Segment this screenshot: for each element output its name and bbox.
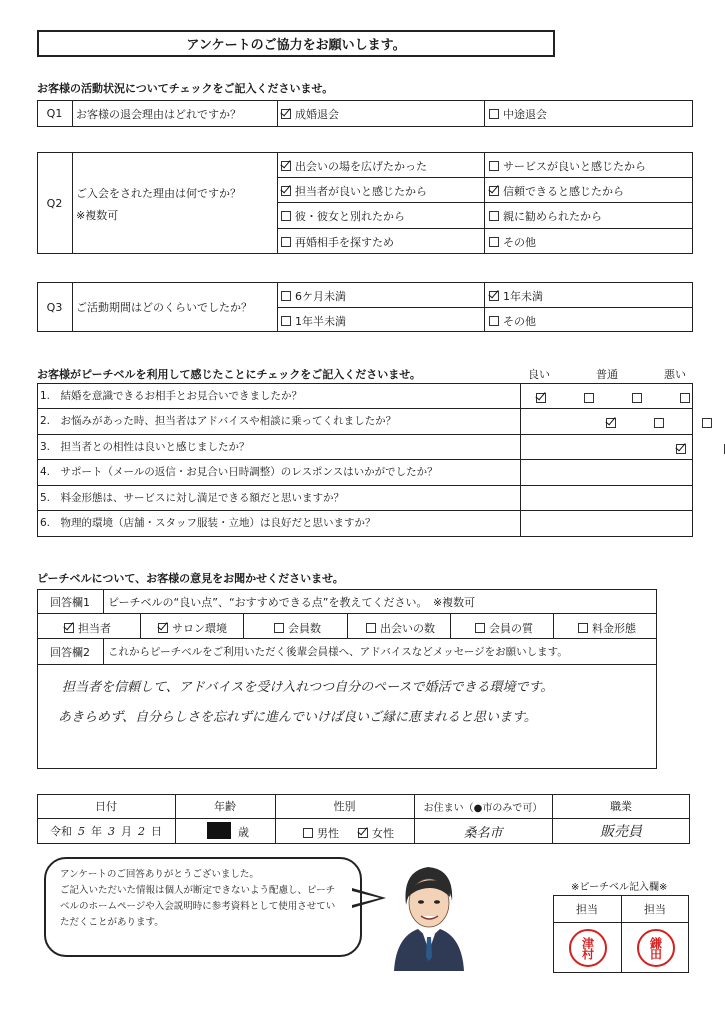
- q3-question: ご活動期間はどのくらいでしたか？: [76, 301, 252, 314]
- staff-illustration: [388, 853, 468, 971]
- checkbox-icon[interactable]: [358, 828, 368, 838]
- checkbox-icon[interactable]: [158, 623, 168, 633]
- job-value[interactable]: 販売員: [600, 824, 642, 840]
- rating-checkbox[interactable]: [632, 393, 642, 403]
- header-date: 日付: [95, 800, 117, 813]
- rating-checkbox[interactable]: [584, 393, 594, 403]
- answer1-option[interactable]: 出会いの数: [366, 620, 435, 636]
- checkbox-icon[interactable]: [489, 211, 499, 221]
- answer1-option[interactable]: 料金形態: [578, 620, 636, 636]
- checkbox-icon[interactable]: [366, 623, 376, 633]
- checkbox-icon[interactable]: [281, 316, 291, 326]
- checkbox-icon[interactable]: [274, 623, 284, 633]
- scale-bad: 悪い: [664, 368, 686, 381]
- checkbox-icon[interactable]: [281, 237, 291, 247]
- checkbox-icon[interactable]: [281, 186, 291, 196]
- q2-option[interactable]: 担当者が良いと感じたから: [281, 183, 427, 199]
- rating-question: 5. 料金形態は、サービスに対し満足できる額だと思いますか？: [40, 492, 345, 504]
- answer2-handwritten-line1[interactable]: 担当者を信頼して、アドバイスを受け入れつつ自分のペースで婚活できる環境です。: [62, 680, 554, 695]
- answer1-option[interactable]: 会員数: [274, 620, 321, 636]
- q2-option[interactable]: サービスが良いと感じたから: [489, 158, 646, 174]
- q2-option[interactable]: 再婚相手を探すため: [281, 234, 394, 250]
- checkbox-icon[interactable]: [475, 623, 485, 633]
- header-address: お住まい（●市のみで可）: [423, 802, 543, 814]
- checkbox-icon[interactable]: [578, 623, 588, 633]
- q1-question: お客様の退会理由はどれですか？: [76, 107, 241, 121]
- q1-option[interactable]: 成婚退会: [281, 106, 339, 122]
- answer2-label: 回答欄2: [50, 645, 90, 659]
- rating-question: 3. 担当者との相性は良いと感じましたか？: [40, 441, 250, 453]
- q2-option[interactable]: 親に勧められたから: [489, 208, 602, 224]
- q3-label: Q3: [46, 300, 63, 314]
- scale-normal: 普通: [596, 368, 618, 381]
- closing-message: アンケートのご回答ありがとうございました。 ご記入いただいた情報は個人が断定できないよう配慮し、ピーチ ベルのホームページや入会説明時に参考資料として使用させてい ただくことがあります。: [44, 857, 362, 957]
- header-age: 年齢: [214, 800, 236, 813]
- q3-option[interactable]: その他: [489, 313, 536, 329]
- section-heading-ratings: お客様がピーチベルを利用して感じたことにチェックをご記入くださいませ。: [37, 368, 421, 381]
- answer1-option[interactable]: サロン環境: [158, 620, 227, 636]
- rating-checkbox[interactable]: [676, 444, 686, 454]
- rating-checkbox[interactable]: [606, 418, 616, 428]
- q1-label: Q1: [46, 107, 63, 120]
- q3-option[interactable]: 6ケ月未満: [281, 288, 346, 304]
- answer1-option[interactable]: 担当者: [64, 620, 111, 636]
- checkbox-icon[interactable]: [489, 161, 499, 171]
- checkbox-icon[interactable]: [489, 186, 499, 196]
- checkbox-icon[interactable]: [489, 291, 499, 301]
- rating-question: 1. 結婚を意識できるお相手とお見合いできましたか？: [40, 390, 303, 402]
- age-redaction: [207, 822, 231, 839]
- q2-question: ご入会をされた理由は何ですか？: [76, 187, 241, 200]
- checkbox-icon[interactable]: [303, 828, 313, 838]
- checkbox-icon[interactable]: [489, 316, 499, 326]
- staff-col2-label: 担当: [644, 902, 666, 916]
- q2-note: ※複数可: [76, 209, 119, 222]
- stamp-tsumura: 津村: [569, 929, 607, 967]
- rating-checkbox[interactable]: [680, 393, 690, 403]
- stamp-kamata: 鎌田: [637, 929, 675, 967]
- checkbox-icon[interactable]: [489, 237, 499, 247]
- q2-option[interactable]: 出会いの場を広げたかった: [281, 158, 427, 174]
- header-job: 職業: [610, 800, 632, 813]
- answer1-prompt: ピーチベルの“良い点”、“おすすめできる点”を教えてください。 ※複数可: [108, 595, 476, 609]
- section-heading-opinion: ピーチベルについて、お客様の意見をお聞かせくださいませ。: [37, 572, 344, 585]
- rating-checkbox[interactable]: [702, 418, 712, 428]
- rating-checkbox[interactable]: [536, 393, 546, 403]
- age-unit: 歳: [238, 826, 249, 839]
- gender-option-male[interactable]: 男性: [303, 825, 339, 841]
- checkbox-icon[interactable]: [281, 211, 291, 221]
- answer1-label: 回答欄1: [50, 595, 90, 609]
- q2-label: Q2: [46, 196, 63, 210]
- checkbox-icon[interactable]: [281, 291, 291, 301]
- address-value[interactable]: 桑名市: [463, 825, 503, 841]
- q3-option[interactable]: 1年未満: [489, 288, 543, 304]
- q2-option[interactable]: 信頼できると感じたから: [489, 183, 624, 199]
- staff-box-title: ※ピーチベル記入欄※: [571, 882, 668, 893]
- rating-question: 6. 物理的環境（店舗・スタッフ服装・立地）は良好だと思いますか？: [40, 517, 376, 529]
- q1-option[interactable]: 中途退会: [489, 106, 547, 122]
- checkbox-icon[interactable]: [64, 623, 74, 633]
- q2-option[interactable]: 彼・彼女と別れたから: [281, 208, 405, 224]
- section-heading-activity: お客様の活動状況についてチェックをご記入くださいませ。: [37, 82, 334, 95]
- q2-option[interactable]: その他: [489, 234, 536, 250]
- answer2-handwritten-line2[interactable]: あきらめず、自分らしさを忘れずに進んでいけば良いご縁に恵まれると思います。: [58, 710, 537, 725]
- answer2-prompt: これからピーチベルをご利用いただく後輩会員様へ、アドバイスなどメッセージをお願いします。: [108, 646, 568, 658]
- rating-checkbox[interactable]: [654, 418, 664, 428]
- scale-good: 良い: [528, 368, 550, 381]
- page-title: アンケートのご協力をお願いします。: [37, 30, 555, 57]
- rating-question: 4. サポート（メールの返信・お見合い日時調整）のレスポンスはいかがでしたか？: [40, 466, 438, 478]
- checkbox-icon[interactable]: [281, 109, 291, 119]
- gender-option-female[interactable]: 女性: [358, 825, 394, 841]
- checkbox-icon[interactable]: [281, 161, 291, 171]
- rating-question: 2. お悩みがあった時、担当者はアドバイスや相談に乗ってくれましたか？: [40, 415, 397, 427]
- header-gender: 性別: [333, 800, 356, 813]
- q3-option[interactable]: 1年半未満: [281, 313, 346, 329]
- answer1-option[interactable]: 会員の質: [475, 620, 533, 636]
- checkbox-icon[interactable]: [489, 109, 499, 119]
- date-value[interactable]: 令和 5 年 3 月 2 日: [50, 824, 162, 838]
- staff-col1-label: 担当: [576, 902, 598, 916]
